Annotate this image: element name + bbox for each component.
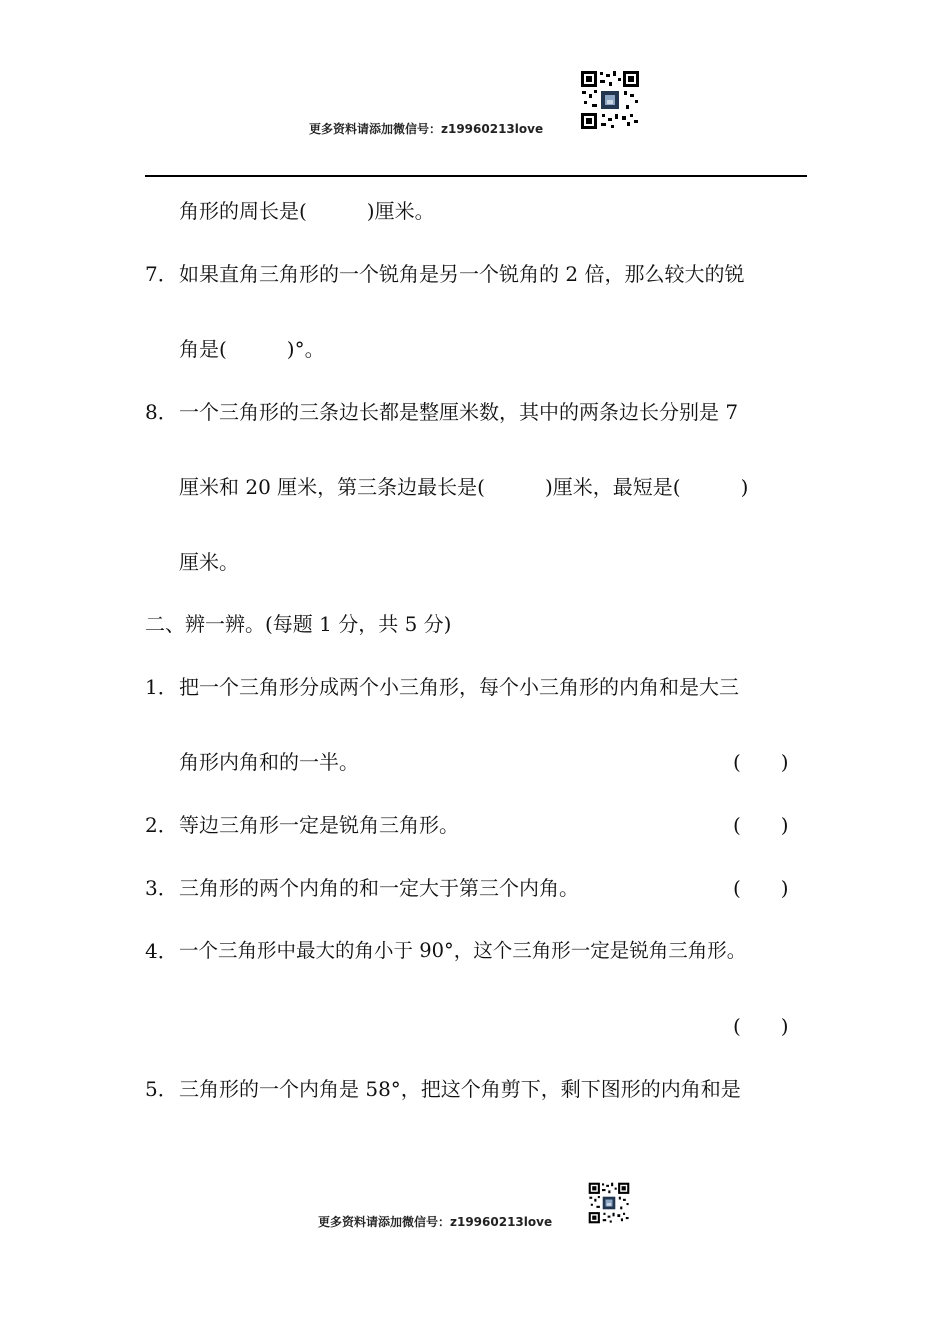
j5-number: 5． [145, 1077, 178, 1101]
q8-number: 8． [145, 400, 178, 424]
j4-answer-paren: ( ) [733, 1014, 789, 1038]
j3-answer-paren: ( ) [733, 876, 789, 900]
j2-answer-paren: ( ) [733, 813, 789, 837]
q8-line-1: 一个三角形的三条边长都是整厘米数，其中的两条边长分别是 7 [179, 400, 739, 424]
header-wechat-text: 更多资料请添加微信号：z19960213love [309, 122, 544, 136]
j2-number: 2． [145, 813, 178, 837]
q6-continuation: 角形的周长是( )厘米。 [179, 199, 435, 223]
j3-line-1: 三角形的两个内角的和一定大于第三个内角。 [179, 876, 579, 900]
j1-line-1: 把一个三角形分成两个小三角形，每个小三角形的内角和是大三 [179, 675, 739, 699]
j4-line-1: 一个三角形中最大的角小于 90°，这个三角形一定是锐角三角形。 [179, 939, 747, 962]
j1-line-2: 角形内角和的一半。 [179, 750, 359, 774]
j1-number: 1． [145, 675, 178, 699]
section-2-heading: 二、辨一辨。(每题 1 分，共 5 分) [145, 612, 452, 636]
q8-line-2: 厘米和 20 厘米，第三条边最长是( )厘米，最短是( ) [179, 475, 749, 499]
header-qr-code-icon [580, 70, 640, 130]
footer-qr-code-icon [588, 1182, 630, 1224]
j5-line-1: 三角形的一个内角是 58°，把这个角剪下，剩下图形的内角和是 [179, 1077, 741, 1101]
j2-line-1: 等边三角形一定是锐角三角形。 [179, 813, 459, 837]
j4-number: 4． [145, 939, 178, 963]
q7-number: 7． [145, 262, 178, 286]
j3-number: 3． [145, 876, 178, 900]
q7-line-2: 角是( )°。 [179, 337, 325, 361]
header-divider [145, 175, 807, 177]
footer-wechat-text: 更多资料请添加微信号：z19960213love [318, 1215, 553, 1229]
j1-answer-paren: ( ) [733, 750, 789, 774]
q8-line-3: 厘米。 [179, 550, 239, 574]
q7-line-1: 如果直角三角形的一个锐角是另一个锐角的 2 倍，那么较大的锐 [179, 262, 745, 286]
